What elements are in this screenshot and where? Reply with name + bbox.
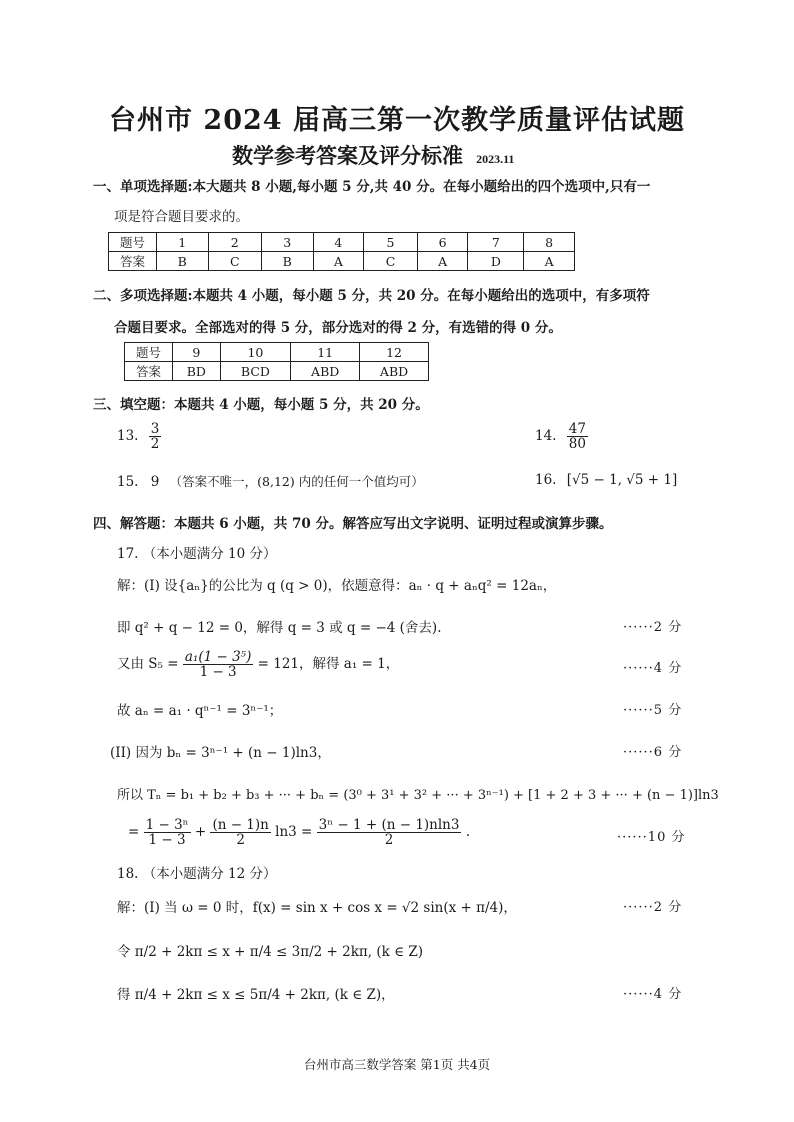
q13-answer [117,422,161,451]
q17-line4: 故 aₙ = a₁ · qⁿ⁻¹ = 3ⁿ⁻¹； [117,703,283,719]
q17-line7-mid: ln3 = [275,824,313,841]
total-numerator: 3ⁿ − 1 + (n − 1)nln3 [318,817,460,833]
q17-line6: 所以 Tₙ = b₁ + b₂ + b₃ + ··· + bₙ = (3⁰ + 3¹ + 3² + ··· + 3ⁿ⁻¹) + [1 + 2 + 3 + ··· + (n − 1)]ln3 [117,788,719,803]
q15-answer [117,472,424,490]
q14-answer [535,422,588,451]
table-cell: 3 [262,233,314,252]
subtitle: 数学参考答案及评分标准 [232,143,463,168]
q17-line3 [117,650,399,679]
table-row [125,343,429,362]
q15-label: 15. [117,474,139,490]
q18-line2: 令 π/2 + 2kπ ≤ x + π/4 ≤ 3π/2 + 2kπ, (k ∈ Z) [117,944,424,960]
q13-label: 13. [117,428,139,445]
table-cell: 题号 [109,233,157,252]
q17-line3-prefix: 又由 S₅ = [117,656,179,673]
answer-table-2 [124,342,429,381]
arith-sum-numerator: (n − 1)n [212,817,269,833]
table-cell: 9 [173,343,221,362]
q16-value: [√5 − 1, √5 + 1] [566,472,678,488]
geo-sum-numerator: 1 − 3ⁿ [145,817,189,833]
q18-line3: 得 π/4 + 2kπ ≤ x ≤ 5π/4 + 2kπ, (k ∈ Z)， [117,987,395,1003]
table-cell: 12 [360,343,429,362]
arith-sum-denominator: 2 [236,832,245,849]
section1-line1: 一、单项选择题:本大题共 8 小题,每小题 5 分,共 40 分。在每小题给出的四个选项中,只有一 [93,179,651,195]
q14-denominator: 80 [568,436,586,453]
arith-sum-fraction [210,818,270,847]
table-row [109,252,575,271]
q13-denominator: 2 [150,436,160,453]
table-cell: C [208,252,261,271]
score-mark: ······5 分 [623,703,683,718]
table-cell: 10 [220,343,291,362]
table-cell: 5 [364,233,417,252]
q17-line7-end: . [465,824,471,841]
geo-sum-fraction [144,818,191,847]
q17-line7-plus: + [194,824,207,841]
score-mark: ······6 分 [623,745,683,760]
s5-denominator: 1 − 3 [199,664,237,681]
section2-line2: 合题目要求。全部选对的得 5 分，部分选对的得 2 分，有选错的得 0 分。 [114,320,562,336]
q18-title: 18. （本小题满分 12 分） [117,866,277,882]
page-footer: 台州市高三数学答案 第1页 共4页 [303,1057,491,1072]
table-row [125,362,429,381]
q13-numerator: 3 [150,421,160,437]
table-cell: 6 [417,233,468,252]
score-mark: ······4 分 [623,661,683,676]
q17-line1: 解：(I) 设{aₙ}的公比为 q (q > 0)，依题意得：aₙ · q + aₙq² = 12aₙ， [117,578,557,594]
q14-fraction [567,422,588,451]
score-mark: ······4 分 [623,987,683,1002]
s5-fraction [183,650,253,679]
total-denominator: 2 [384,832,394,849]
q14-numerator: 47 [568,421,586,437]
subtitle-date: 2023.11 [476,152,515,166]
geo-sum-denominator: 1 − 3 [148,832,186,849]
table-cell: 11 [291,343,360,362]
q17-line3-suffix: = 121，解得 a₁ = 1， [257,656,400,673]
score-mark: ······2 分 [623,900,683,915]
table-cell: 答案 [125,362,173,381]
score-mark: ······2 分 [623,620,683,635]
q17-line5: (II) 因为 bₙ = 3ⁿ⁻¹ + (n − 1)ln3， [110,745,331,761]
q14-label: 14. [535,428,557,445]
table-cell: ABD [360,362,429,381]
q15-note: （答案不唯一，(8,12) 内的任何一个值均可） [169,474,424,489]
table-cell: B [157,252,209,271]
table-cell: A [417,252,468,271]
table-cell: C [364,252,417,271]
table-cell: D [468,252,524,271]
section3-heading: 三、填空题：本题共 4 小题，每小题 5 分，共 20 分。 [93,397,429,413]
table-cell: 7 [468,233,524,252]
table-cell: A [313,252,364,271]
subtitle-row [232,140,514,170]
q17-line7 [128,818,470,847]
section4-heading: 四、解答题：本题共 6 小题，共 70 分。解答应写出文字说明、证明过程或演算步骤。 [93,516,613,532]
table-cell: ABD [291,362,360,381]
table-cell: 题号 [125,343,173,362]
q17-title: 17. （本小题满分 10 分） [117,546,277,562]
table-row [109,233,575,252]
q15-value: 9 [150,474,160,490]
table-cell: 答案 [109,252,157,271]
table-cell: B [262,252,314,271]
table-cell: 2 [208,233,261,252]
total-fraction [317,818,462,847]
s5-numerator: a₁(1 − 3⁵) [184,649,252,665]
q18-line1: 解：(I) 当 ω = 0 时，f(x) = sin x + cos x = √2 sin(x + π/4)， [117,900,517,916]
section2-line1: 二、多项选择题:本题共 4 小题，每小题 5 分，共 20 分。在每小题给出的选项中，有多项符 [93,288,650,304]
page-title: 台州市 2024 届高三第一次教学质量评估试题 [109,105,685,136]
q17-line2: 即 q² + q − 12 = 0，解得 q = 3 或 q = −4 (舍去). [117,620,442,636]
table-cell: BCD [220,362,291,381]
q16-answer [535,472,677,488]
score-mark: ······10 分 [617,830,686,845]
q16-label: 16. [535,472,557,488]
table-cell: 4 [313,233,364,252]
q13-fraction [149,422,162,451]
table-cell: A [524,252,575,271]
table-cell: 1 [157,233,209,252]
answer-table-1 [108,232,575,271]
table-cell: 8 [524,233,575,252]
table-cell: BD [173,362,221,381]
section1-line2: 项是符合题目要求的。 [114,209,249,225]
q17-line7-eq: = [128,824,140,841]
